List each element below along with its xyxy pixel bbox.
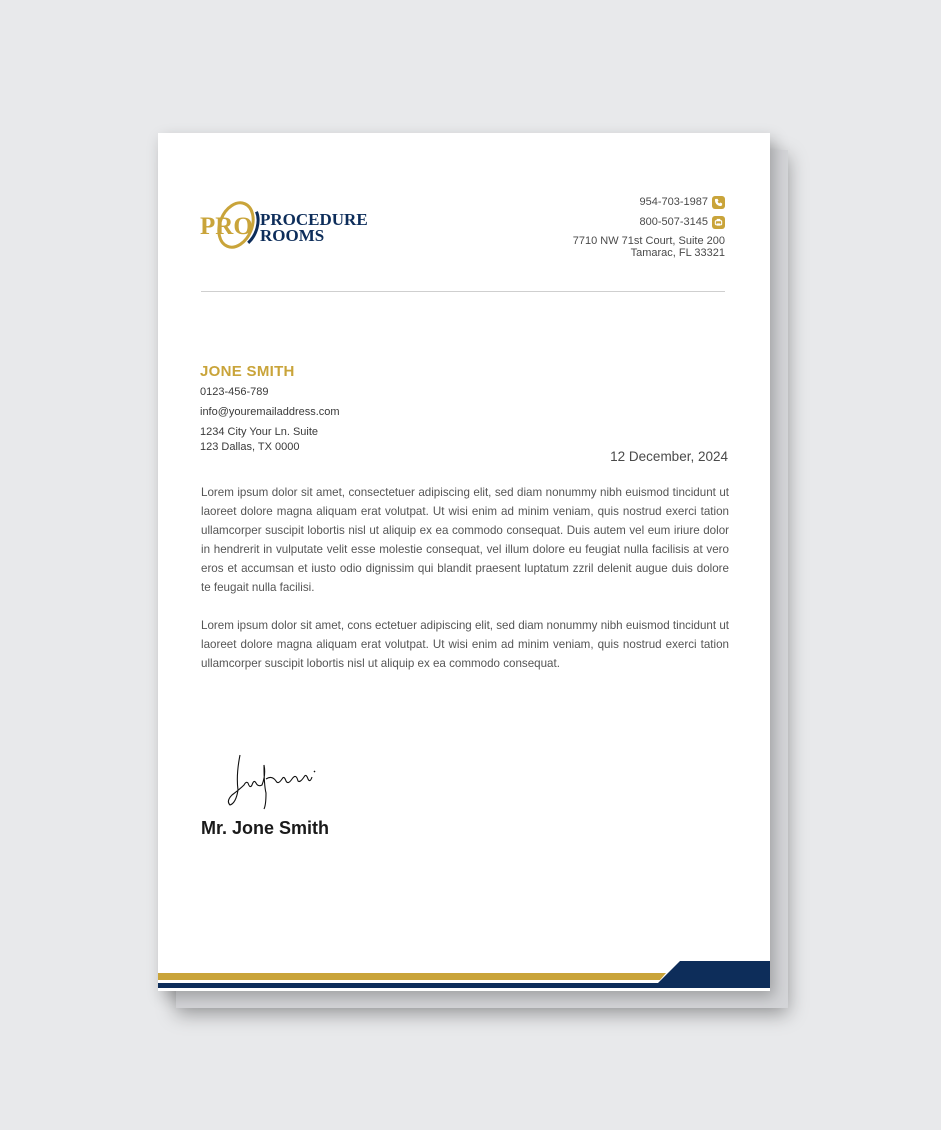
footer-band (158, 961, 770, 991)
recipient-block (200, 363, 340, 455)
company-logo (198, 197, 378, 253)
company-address-line2: Tamarac, FL 33321 (630, 247, 725, 259)
company-address-line1: 7710 NW 71st Court, Suite 200 (572, 235, 725, 247)
letterhead-page (158, 133, 770, 991)
recipient-address-line1: 1234 City Your Ln. Suite (200, 426, 319, 438)
fax-icon (712, 216, 725, 229)
header-divider (201, 291, 725, 292)
svg-text:PROCEDURE: PROCEDURE (260, 210, 368, 229)
letter-date: 12 December, 2024 (610, 449, 728, 464)
svg-text:PRO: PRO (200, 213, 253, 240)
company-phone: 954-703-1987 (639, 196, 708, 208)
phone-icon (712, 196, 725, 209)
recipient-address-line2: 123 Dallas, TX 0000 (200, 441, 300, 453)
handwritten-signature (222, 745, 326, 815)
recipient-phone: 0123-456-789 (200, 386, 269, 398)
body-paragraph-2: Lorem ipsum dolor sit amet, cons ectetuer adipiscing elit, sed diam nonummy nibh euismod tincidunt ut laoreet dolore magna aliquam erat volutpat. Ut wisi enim ad minim veniam, quis nostrud exerci tation ullamcorper suscipit lobortis nisl ut aliquip ex ea commodo consequat. (201, 619, 729, 670)
recipient-name: JONE SMITH (200, 363, 295, 380)
body-paragraph-1: Lorem ipsum dolor sit amet, consectetuer adipiscing elit, sed diam nonummy nibh euismod tincidunt ut laoreet dolore magna aliquam erat volutpat. Ut wisi enim ad minim veniam, quis nostrud exerci tation ullamcorper suscipit lobortis nisl ut aliquip ex ea commodo consequat. Duis autem vel eum iriure dolor in hendrerit in vulputate velit esse molestie consequat, vel illum dolore eu feugiat nulla facilisis at vero eros et accumsan et iusto odio dignissim qui blandit praesent luptatum zzril delenit augue duis dolore te feugait nulla facilisi. (201, 486, 729, 594)
company-fax: 800-507-3145 (639, 216, 708, 228)
recipient-email: info@youremailaddress.com (200, 405, 340, 418)
company-contact (573, 192, 725, 259)
svg-text:ROOMS: ROOMS (260, 226, 325, 245)
letter-body (201, 483, 729, 692)
signer-name: Mr. Jone Smith (201, 818, 330, 838)
